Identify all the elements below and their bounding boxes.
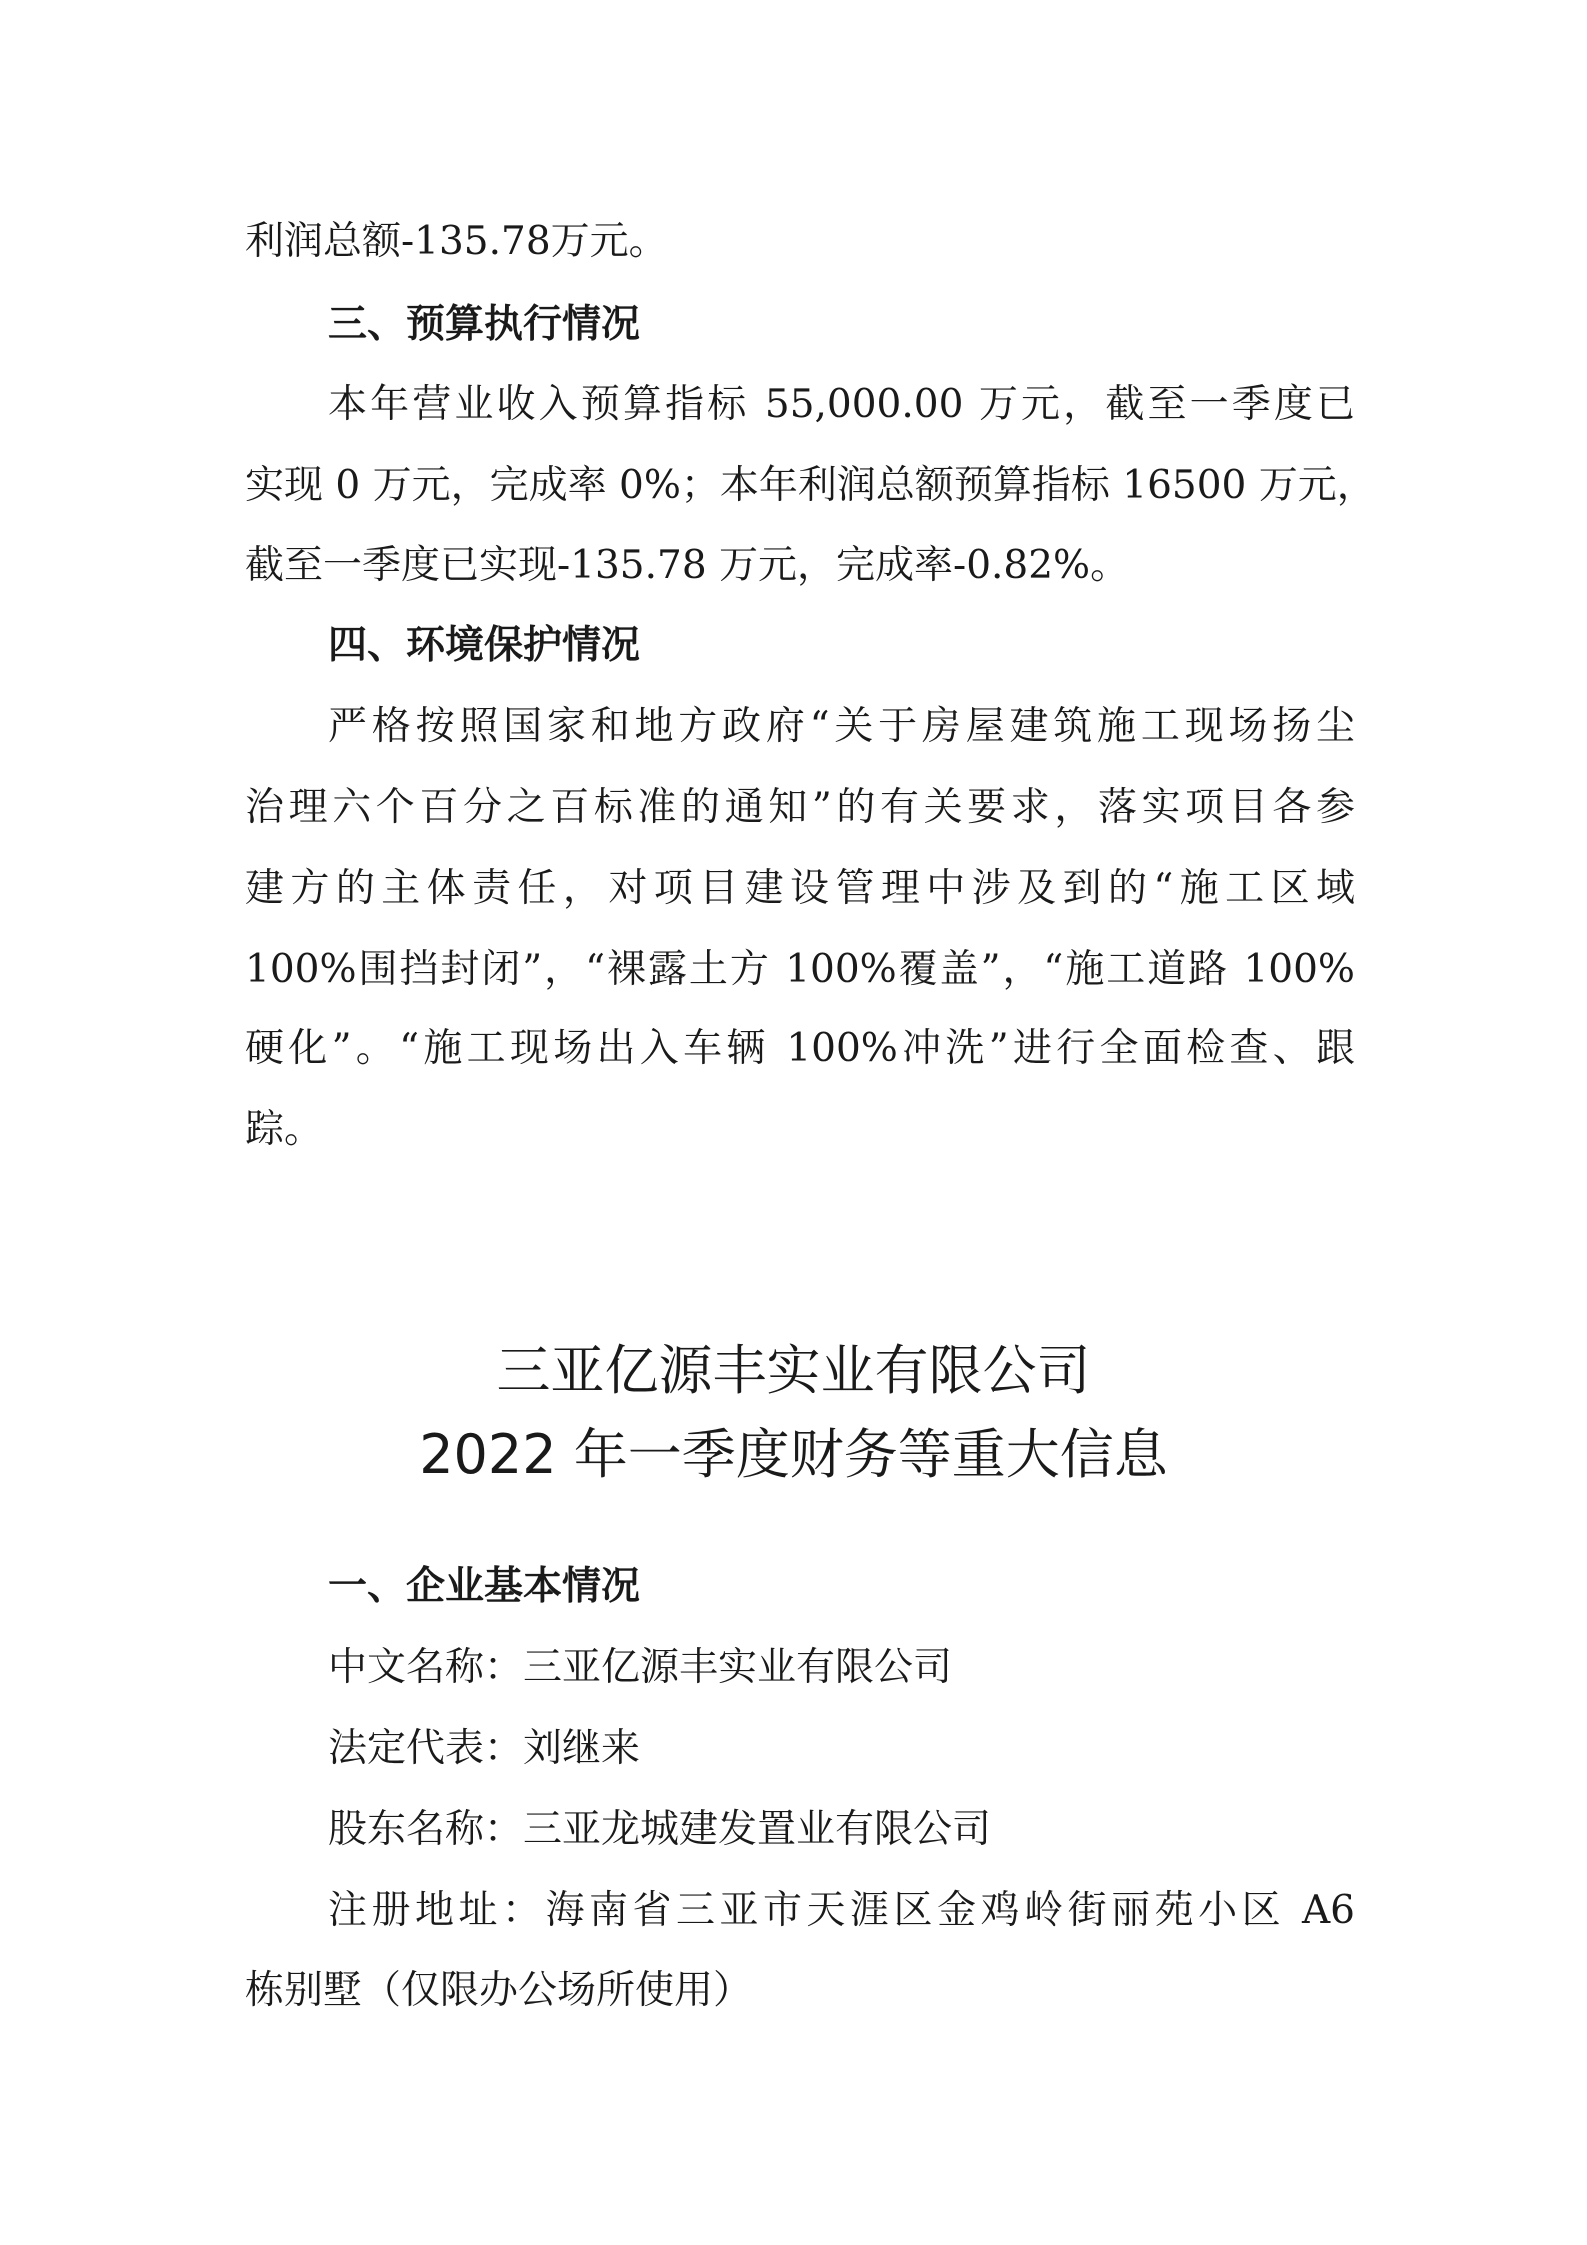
- paragraph-line: 本年营业收入预算指标 55,000.00 万元，截至一季度已: [328, 382, 1355, 427]
- section-heading-budget: 三、预算执行情况: [328, 302, 641, 347]
- paragraph-line: 踪。: [245, 1107, 324, 1152]
- report-title-period: 2022 年一季度财务等重大信息: [419, 1423, 1168, 1486]
- info-line-shareholder: 股东名称：三亚龙城建发置业有限公司: [328, 1807, 992, 1852]
- paragraph-line: 100%围挡封闭”，“裸露土方 100%覆盖”，“施工道路 100%: [245, 947, 1355, 992]
- paragraph-line: 截至一季度已实现-135.78 万元，完成率-0.82%。: [245, 543, 1130, 588]
- paragraph-tail: 利润总额-135.78万元。: [245, 219, 668, 264]
- info-line-legal-rep: 法定代表：刘继来: [328, 1726, 641, 1771]
- info-line-address: 注册地址：海南省三亚市天涯区金鸡岭街丽苑小区 A6: [328, 1888, 1355, 1933]
- paragraph-line: 治理六个百分之百标准的通知”的有关要求，落实项目各参: [245, 785, 1355, 830]
- section-heading-environment: 四、环境保护情况: [328, 623, 641, 668]
- paragraph-line: 建方的主体责任，对项目建设管理中涉及到的“施工区域: [245, 866, 1355, 911]
- paragraph-line: 实现 0 万元，完成率 0%；本年利润总额预算指标 16500 万元，: [245, 463, 1376, 508]
- paragraph-line: 硬化”。“施工现场出入车辆 100%冲洗”进行全面检查、跟: [245, 1026, 1355, 1071]
- section-heading-basic-info: 一、企业基本情况: [328, 1564, 641, 1609]
- info-line-chinese-name: 中文名称：三亚亿源丰实业有限公司: [328, 1645, 953, 1690]
- report-title-company: 三亚亿源丰实业有限公司: [496, 1339, 1091, 1402]
- info-line-address-cont: 栋别墅（仅限办公场所使用）: [245, 1968, 753, 2013]
- paragraph-line: 严格按照国家和地方政府“关于房屋建筑施工现场扬尘: [328, 704, 1355, 749]
